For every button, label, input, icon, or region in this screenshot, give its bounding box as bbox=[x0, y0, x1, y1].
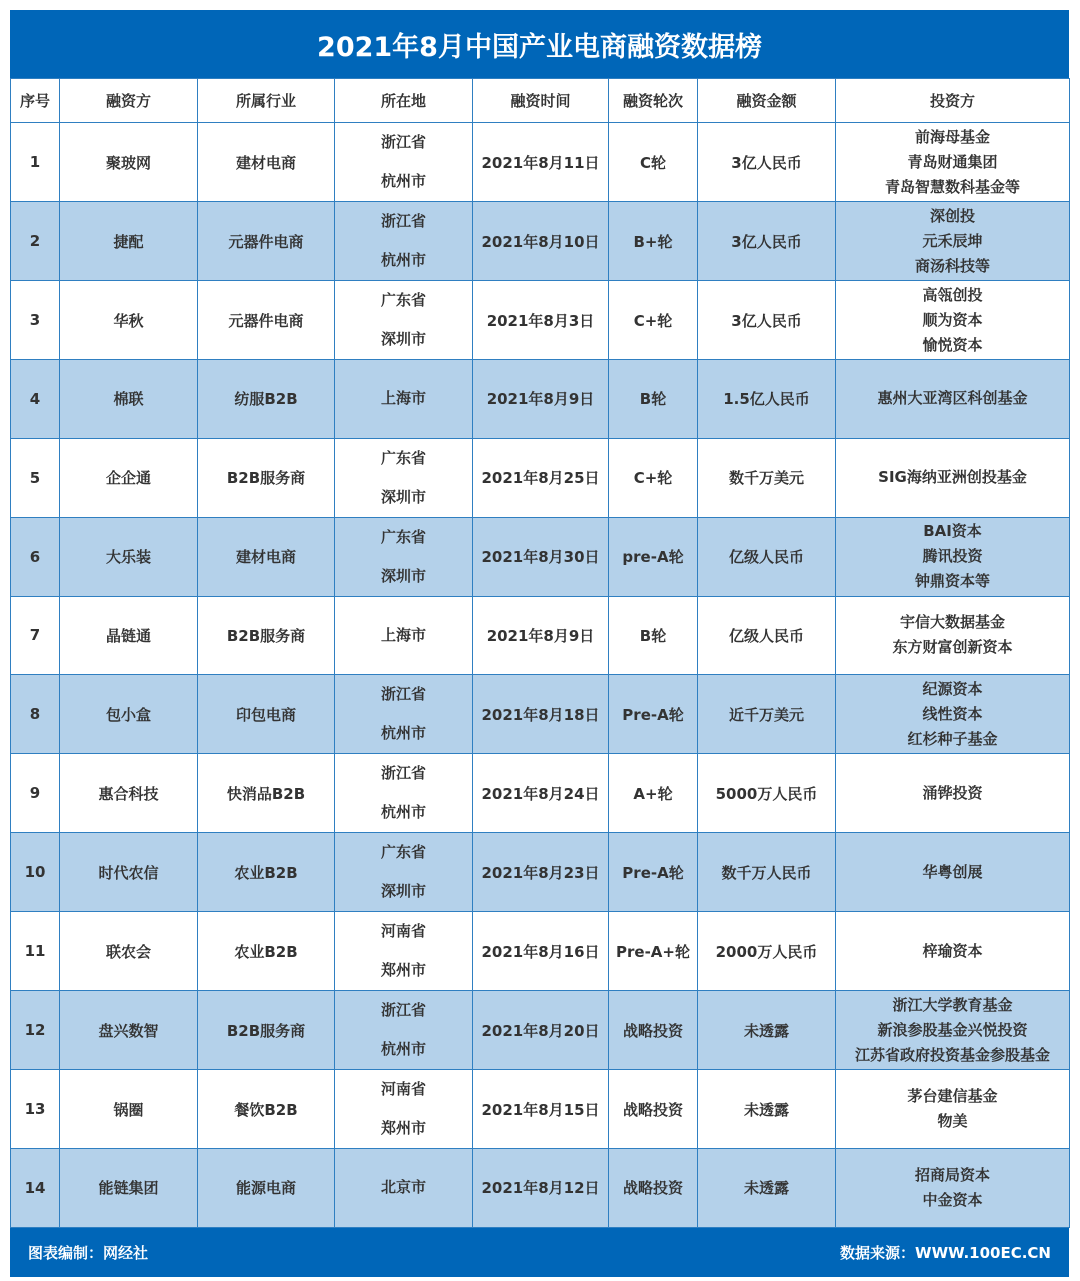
cell-location-line: 深圳市 bbox=[380, 330, 426, 348]
cell-industry: 快消品B2B bbox=[198, 754, 335, 833]
cell-investors bbox=[836, 438, 1070, 517]
header-amount: 融资金额 bbox=[698, 79, 836, 123]
cell-location-line: 深圳市 bbox=[380, 882, 426, 900]
table-row bbox=[11, 438, 1070, 517]
cell-investors bbox=[836, 517, 1070, 596]
cell-amount: 1.5亿人民币 bbox=[698, 360, 836, 439]
cell-industry: 建材电商 bbox=[198, 123, 335, 202]
cell-date: 2021年8月11日 bbox=[473, 123, 609, 202]
cell-no: 12 bbox=[11, 991, 60, 1070]
cell-investors-line: 华粤创展 bbox=[922, 862, 983, 881]
cell-investors-line: SIG海纳亚洲创投基金 bbox=[878, 468, 1027, 486]
cell-investors bbox=[836, 281, 1070, 360]
cell-location bbox=[335, 123, 473, 202]
cell-no: 14 bbox=[11, 1149, 60, 1228]
cell-company: 聚玻网 bbox=[60, 123, 198, 202]
cell-location bbox=[335, 281, 473, 360]
cell-amount: 3亿人民币 bbox=[698, 202, 836, 281]
cell-amount: 3亿人民币 bbox=[698, 123, 836, 202]
cell-location-line: 杭州市 bbox=[380, 724, 426, 742]
cell-location bbox=[335, 202, 473, 281]
table-row bbox=[11, 123, 1070, 202]
cell-industry: B2B服务商 bbox=[198, 991, 335, 1070]
cell-investors-line: 高瓴创投 bbox=[922, 285, 983, 304]
cell-investors-line: 顺为资本 bbox=[922, 310, 983, 329]
cell-no: 11 bbox=[11, 912, 60, 991]
header-date: 融资时间 bbox=[473, 79, 609, 123]
table-row bbox=[11, 754, 1070, 833]
cell-investors-line: 青岛智慧数科基金等 bbox=[884, 177, 1020, 196]
cell-location-line: 上海市 bbox=[380, 389, 426, 408]
cell-location bbox=[335, 833, 473, 912]
cell-investors bbox=[836, 202, 1070, 281]
cell-industry: 印包电商 bbox=[198, 675, 335, 754]
cell-round: C+轮 bbox=[609, 281, 698, 360]
cell-industry: 农业B2B bbox=[198, 833, 335, 912]
cell-investors bbox=[836, 754, 1070, 833]
cell-amount: 5000万人民币 bbox=[698, 754, 836, 833]
cell-round: Pre-A轮 bbox=[609, 675, 698, 754]
cell-industry: 纺服B2B bbox=[198, 360, 335, 439]
cell-date: 2021年8月9日 bbox=[473, 596, 609, 675]
cell-company: 企企通 bbox=[60, 438, 198, 517]
table-header-row bbox=[11, 79, 1070, 123]
footer-credit: 图表编制：网经社 bbox=[28, 1243, 149, 1262]
cell-location bbox=[335, 991, 473, 1070]
cell-no: 1 bbox=[11, 123, 60, 202]
cell-no: 10 bbox=[11, 833, 60, 912]
cell-company: 盘兴数智 bbox=[60, 991, 198, 1070]
table-row bbox=[11, 202, 1070, 281]
cell-investors bbox=[836, 1149, 1070, 1228]
cell-investors bbox=[836, 675, 1070, 754]
cell-company: 棉联 bbox=[60, 360, 198, 439]
table-row bbox=[11, 596, 1070, 675]
cell-amount: 3亿人民币 bbox=[698, 281, 836, 360]
cell-investors-line: 线性资本 bbox=[922, 704, 983, 723]
cell-no: 4 bbox=[11, 360, 60, 439]
cell-investors-line: 元禾辰坤 bbox=[922, 231, 983, 250]
cell-investors bbox=[836, 912, 1070, 991]
table-row bbox=[11, 912, 1070, 991]
header-industry: 所属行业 bbox=[198, 79, 335, 123]
cell-location-line: 北京市 bbox=[380, 1178, 426, 1197]
cell-investors-line: 纪源资本 bbox=[922, 679, 983, 698]
cell-company: 惠合科技 bbox=[60, 754, 198, 833]
cell-investors-line: 东方财富创新资本 bbox=[892, 638, 1013, 657]
header-round: 融资轮次 bbox=[609, 79, 698, 123]
cell-location-line: 浙江省 bbox=[380, 212, 426, 230]
cell-industry: 能源电商 bbox=[198, 1149, 335, 1228]
cell-date: 2021年8月15日 bbox=[473, 1070, 609, 1149]
cell-no: 2 bbox=[11, 202, 60, 281]
cell-no: 8 bbox=[11, 675, 60, 754]
table-row bbox=[11, 360, 1070, 439]
cell-location-line: 杭州市 bbox=[380, 803, 426, 821]
funding-table-card bbox=[10, 10, 1069, 1277]
cell-investors bbox=[836, 991, 1070, 1070]
cell-location bbox=[335, 754, 473, 833]
cell-round: 战略投资 bbox=[609, 1070, 698, 1149]
cell-investors bbox=[836, 360, 1070, 439]
cell-date: 2021年8月16日 bbox=[473, 912, 609, 991]
table-row bbox=[11, 675, 1070, 754]
cell-location bbox=[335, 1149, 473, 1228]
cell-round: B轮 bbox=[609, 360, 698, 439]
cell-investors-line: 商汤科技等 bbox=[914, 256, 990, 275]
cell-round: C轮 bbox=[609, 123, 698, 202]
cell-location bbox=[335, 517, 473, 596]
footer-source: 数据来源：WWW.100EC.CN bbox=[840, 1243, 1051, 1262]
cell-location-line: 杭州市 bbox=[380, 1040, 426, 1058]
cell-date: 2021年8月30日 bbox=[473, 517, 609, 596]
table-row bbox=[11, 1070, 1070, 1149]
cell-amount: 数千万美元 bbox=[698, 438, 836, 517]
cell-company: 包小盒 bbox=[60, 675, 198, 754]
cell-investors-line: 惠州大亚湾区科创基金 bbox=[877, 389, 1028, 408]
cell-investors-line: 红杉种子基金 bbox=[907, 729, 998, 748]
cell-company: 联农会 bbox=[60, 912, 198, 991]
cell-location-line: 浙江省 bbox=[380, 133, 426, 151]
cell-amount: 亿级人民币 bbox=[698, 517, 836, 596]
cell-location-line: 杭州市 bbox=[380, 251, 426, 269]
cell-round: A+轮 bbox=[609, 754, 698, 833]
cell-company: 晶链通 bbox=[60, 596, 198, 675]
cell-date: 2021年8月9日 bbox=[473, 360, 609, 439]
cell-industry: 建材电商 bbox=[198, 517, 335, 596]
cell-investors bbox=[836, 596, 1070, 675]
cell-location-line: 杭州市 bbox=[380, 172, 426, 190]
table-row bbox=[11, 833, 1070, 912]
funding-table bbox=[10, 78, 1070, 1228]
cell-investors-line: 青岛财通集团 bbox=[907, 152, 998, 171]
cell-no: 9 bbox=[11, 754, 60, 833]
cell-location-line: 河南省 bbox=[380, 922, 426, 940]
cell-company: 时代农信 bbox=[60, 833, 198, 912]
cell-no: 13 bbox=[11, 1070, 60, 1149]
cell-investors bbox=[836, 123, 1070, 202]
cell-company: 锅圈 bbox=[60, 1070, 198, 1149]
cell-industry: B2B服务商 bbox=[198, 596, 335, 675]
cell-no: 3 bbox=[11, 281, 60, 360]
cell-investors-line: 涌铧投资 bbox=[922, 783, 983, 802]
cell-company: 大乐装 bbox=[60, 517, 198, 596]
cell-location-line: 广东省 bbox=[380, 291, 426, 309]
cell-round: B+轮 bbox=[609, 202, 698, 281]
footer-bar bbox=[10, 1228, 1069, 1277]
cell-location-line: 郑州市 bbox=[380, 1119, 426, 1137]
table-row bbox=[11, 281, 1070, 360]
cell-location bbox=[335, 1070, 473, 1149]
cell-amount: 未透露 bbox=[698, 991, 836, 1070]
cell-date: 2021年8月24日 bbox=[473, 754, 609, 833]
cell-round: 战略投资 bbox=[609, 991, 698, 1070]
cell-date: 2021年8月12日 bbox=[473, 1149, 609, 1228]
cell-investors-line: 钟鼎资本等 bbox=[914, 572, 990, 590]
cell-industry: 元器件电商 bbox=[198, 202, 335, 281]
cell-location-line: 浙江省 bbox=[380, 685, 426, 703]
cell-company: 华秋 bbox=[60, 281, 198, 360]
cell-investors-line: 招商局资本 bbox=[914, 1165, 990, 1184]
cell-amount: 2000万人民币 bbox=[698, 912, 836, 991]
table-row bbox=[11, 517, 1070, 596]
cell-industry: 农业B2B bbox=[198, 912, 335, 991]
cell-investors-line: 前海母基金 bbox=[914, 127, 990, 146]
cell-date: 2021年8月10日 bbox=[473, 202, 609, 281]
cell-location-line: 广东省 bbox=[380, 527, 426, 546]
cell-location-line: 广东省 bbox=[380, 843, 426, 861]
cell-no: 6 bbox=[11, 517, 60, 596]
page-title: 2021年8月中国产业电商融资数据榜 bbox=[10, 10, 1069, 78]
cell-round: 战略投资 bbox=[609, 1149, 698, 1228]
cell-industry: 元器件电商 bbox=[198, 281, 335, 360]
cell-investors-line: 梓瑜资本 bbox=[922, 941, 983, 960]
cell-date: 2021年8月23日 bbox=[473, 833, 609, 912]
cell-location-line: 深圳市 bbox=[380, 566, 426, 585]
cell-amount: 未透露 bbox=[698, 1149, 836, 1228]
cell-investors-line: 茅台建信基金 bbox=[907, 1087, 998, 1105]
cell-location bbox=[335, 596, 473, 675]
cell-investors-line: 浙江大学教育基金 bbox=[892, 995, 1013, 1014]
cell-round: C+轮 bbox=[609, 438, 698, 517]
cell-location bbox=[335, 675, 473, 754]
cell-amount: 未透露 bbox=[698, 1070, 836, 1149]
table-row bbox=[11, 1149, 1070, 1228]
cell-amount: 亿级人民币 bbox=[698, 596, 836, 675]
header-location: 所在地 bbox=[335, 79, 473, 123]
cell-investors-line: 宇信大数据基金 bbox=[899, 613, 1005, 632]
cell-industry: B2B服务商 bbox=[198, 438, 335, 517]
cell-location-line: 河南省 bbox=[380, 1080, 426, 1098]
cell-location bbox=[335, 438, 473, 517]
cell-industry: 餐饮B2B bbox=[198, 1070, 335, 1149]
cell-no: 7 bbox=[11, 596, 60, 675]
cell-date: 2021年8月25日 bbox=[473, 438, 609, 517]
cell-location-line: 浙江省 bbox=[380, 764, 426, 782]
cell-date: 2021年8月3日 bbox=[473, 281, 609, 360]
cell-location-line: 郑州市 bbox=[380, 961, 426, 979]
header-no: 序号 bbox=[11, 79, 60, 123]
cell-round: B轮 bbox=[609, 596, 698, 675]
cell-investors-line: 新浪参股基金兴悦投资 bbox=[877, 1020, 1028, 1039]
cell-investors-line: 深创投 bbox=[929, 206, 975, 225]
cell-location bbox=[335, 912, 473, 991]
cell-date: 2021年8月18日 bbox=[473, 675, 609, 754]
cell-investors bbox=[836, 1070, 1070, 1149]
cell-investors-line: 江苏省政府投资基金参股基金 bbox=[854, 1045, 1050, 1064]
cell-date: 2021年8月20日 bbox=[473, 991, 609, 1070]
header-company: 融资方 bbox=[60, 79, 198, 123]
cell-amount: 近千万美元 bbox=[698, 675, 836, 754]
cell-no: 5 bbox=[11, 438, 60, 517]
cell-round: Pre-A轮 bbox=[609, 833, 698, 912]
cell-company: 能链集团 bbox=[60, 1149, 198, 1228]
cell-amount: 数千万人民币 bbox=[698, 833, 836, 912]
cell-location-line: 深圳市 bbox=[380, 487, 426, 506]
cell-investors-line: 愉悦资本 bbox=[922, 335, 983, 354]
cell-investors-line: BAI资本 bbox=[923, 522, 982, 540]
cell-investors bbox=[836, 833, 1070, 912]
cell-round: Pre-A+轮 bbox=[609, 912, 698, 991]
cell-location bbox=[335, 360, 473, 439]
cell-company: 捷配 bbox=[60, 202, 198, 281]
cell-investors-line: 物美 bbox=[937, 1112, 968, 1130]
cell-location-line: 广东省 bbox=[380, 448, 426, 467]
cell-round: pre-A轮 bbox=[609, 517, 698, 596]
cell-investors-line: 腾讯投资 bbox=[922, 547, 983, 565]
cell-location-line: 浙江省 bbox=[380, 1001, 426, 1019]
header-investors: 投资方 bbox=[836, 79, 1070, 123]
table-row bbox=[11, 991, 1070, 1070]
cell-location-line: 上海市 bbox=[380, 625, 426, 644]
cell-investors-line: 中金资本 bbox=[922, 1190, 983, 1209]
